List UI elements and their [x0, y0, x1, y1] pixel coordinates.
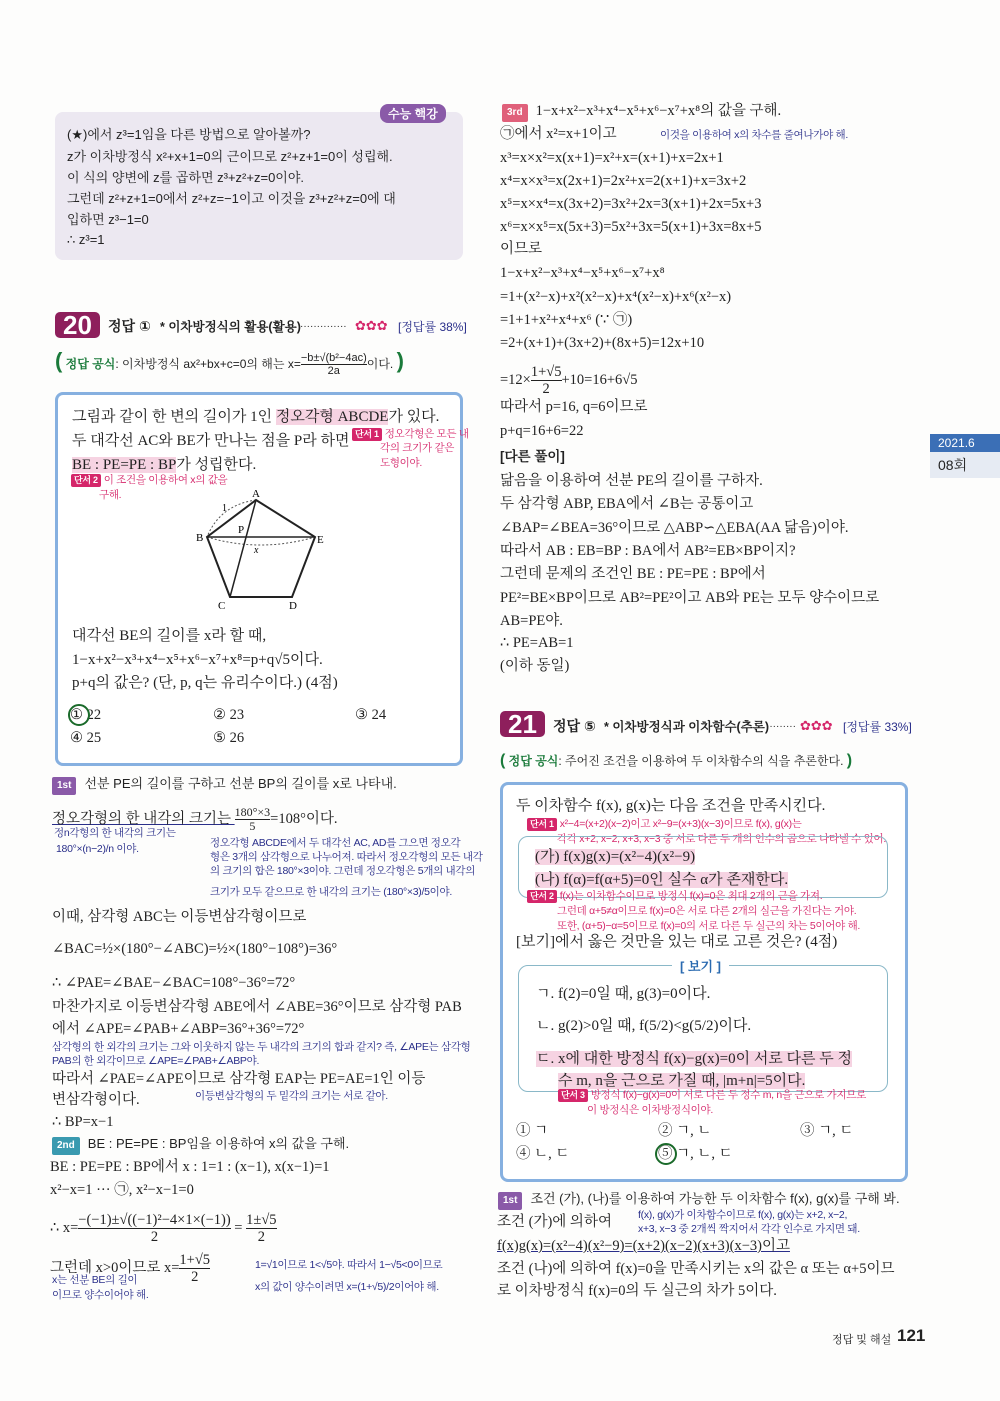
problem-line: BE : PE=PE : BP가 성립한다. — [72, 457, 257, 473]
alt-line: AB=PE야. — [500, 613, 563, 629]
label-b: B — [196, 532, 204, 544]
formula-num: −b±√(b²−4ac) — [300, 352, 367, 365]
solution-line: ∴ ∠PAE=∠BAE−∠BAC=108°−36°=72° — [52, 975, 296, 991]
footer-label: 정답 및 해설 — [832, 1334, 892, 1346]
solution-line: =1+1+x²+x⁴+x⁶ (∵ ㉠) — [500, 312, 633, 328]
tab-date: 2021.6 — [930, 434, 1000, 452]
label-c: C — [218, 600, 226, 612]
difficulty-stars: ✿✿✿ — [355, 318, 388, 333]
solution-line: x²−x=1 ··· ㉠, x²−x−1=0 — [50, 1182, 194, 1198]
label-e: E — [317, 534, 324, 546]
choice-4[interactable]: ④ 25 — [70, 730, 102, 746]
hint-1: 단서 1 정오각형은 모든 내 — [352, 428, 469, 441]
note: 정오각형 ABCDE에서 두 대각선 AC, AD를 그으면 정오각 — [210, 837, 461, 849]
topic: * 이차방정식과 이차함수(추론) — [604, 720, 770, 734]
solution-line: 조건 (나)에 의하여 f(x)=0을 만족시키는 x의 값은 α 또는 α+5이므 — [497, 1261, 895, 1277]
hint-1: 단서 1 x²−4=(x+2)(x−2)이고 x²−9=(x+3)(x−3)이므로 f(x), g(x)는 — [527, 818, 802, 831]
alt-line: 닮음을 이용하여 선분 PE의 길이를 구하자. — [500, 473, 763, 489]
alt-line: ∴ PE=AB=1 — [500, 635, 574, 651]
tip-line: 그런데 z²+z+1=0에서 z²+z=−1이고 이것을 z³+z²+z=0에 대 — [67, 191, 396, 206]
step-1: 1st 조건 (가), (나)를 이용하여 가능한 두 이차함수 f(x), g(x)를 구해 봐. — [498, 1190, 900, 1210]
hint-1-line: 각의 크기가 같은 — [380, 442, 455, 454]
problem-line: 두 대각선 AC와 BE가 만나는 점을 P라 하면 — [72, 433, 350, 449]
solution-line: 조건 (가)에 의하여 — [497, 1214, 612, 1230]
choice-2[interactable]: ② ㄱ, ㄴ — [658, 1123, 712, 1139]
formula-den: 2a — [327, 365, 340, 378]
step-1: 1st 선분 PE의 길이를 구하고 선분 BP의 길이를 x로 나타내. — [52, 775, 397, 795]
hint-2-line: 구해. — [99, 489, 122, 501]
solution-line: =1+(x²−x)+x²(x²−x)+x⁴(x²−x)+x⁶(x²−x) — [500, 289, 732, 305]
solution-line: ∴ BP=x−1 — [52, 1114, 114, 1130]
label-d: D — [289, 600, 297, 612]
tip-line: z가 이차방정식 x²+x+1=0의 근이므로 z²+z+1=0이 성립해. — [67, 149, 393, 164]
choice-5[interactable]: ⑤ 26 — [213, 730, 245, 746]
alt-line: PE²=BE×BP이므로 AB²=PE²이고 AB와 PE는 모두 양수이므로 — [500, 590, 880, 606]
hint-2: 단서 2 f(x)는 이차함수이므로 방정식 f(x)=0은 최대 2개의 근을 가져. — [527, 890, 822, 903]
tip-line: 이 식의 양변에 z를 곱하면 z³+z²+z=0이야. — [67, 170, 305, 185]
selected-circle — [655, 1143, 677, 1165]
note: 크기가 모두 같으므로 한 내각의 크기는 (180°×3)/5이야. — [210, 886, 452, 898]
note: 이므로 양수이어야 해. — [52, 1289, 149, 1301]
note: x+3, x−3 중 2개씩 짝지어서 각각 인수로 가지면 돼. — [638, 1223, 860, 1235]
condition-a: (가) f(x)g(x)=(x²−4)(x²−9) — [535, 849, 696, 865]
tab-round: 08회 — [930, 452, 1000, 478]
solution-line: 에서 ∠APE=∠PAB+∠ABP=36°+36°=72° — [52, 1021, 305, 1037]
solution-line: p+q=16+6=22 — [500, 423, 584, 439]
solution-line: x⁶=x×x⁵=x(5x+3)=5x²+3x=5(x+1)+3x=8x+5 — [500, 219, 762, 235]
step-2: 2nd BE : PE=PE : BP임을 이용하여 x의 값을 구해. — [52, 1135, 349, 1155]
correct-rate: [정답률 38%] — [398, 320, 467, 334]
note: 이등변삼각형의 두 밑각의 크기는 서로 같아. — [195, 1090, 388, 1102]
solution-line: 그런데 x>0이므로 x= $\frac{1+√5}{2}$ — [50, 1252, 211, 1285]
alt-line: ∠BAP=∠BEA=36°이므로 △ABP∽△EBA(AA 닮음)이야. — [500, 520, 849, 536]
hint-2: 단서 2 이 조건을 이용하여 x의 값을 — [71, 474, 227, 487]
solution-line: 정오각형의 한 내각의 크기는 $\frac{180^\circ\times 3}{5}$ =108°이다. — [52, 805, 338, 833]
solution-line: 이때, 삼각형 ABC는 이등변삼각형이므로 — [52, 909, 307, 925]
solution-line: x⁴=x×x³=x(2x+1)=2x²+x=2(x+1)+x=3x+2 — [500, 173, 747, 189]
label-side: 1 — [222, 503, 227, 514]
solution-line: f(x)g(x)=(x²−4)(x²−9)=(x+2)(x−2)(x+3)(x−3)이고 — [497, 1238, 790, 1254]
solution-line: x⁵=x×x⁴=x(3x+2)=3x²+2x=3(x+1)+2x=5x+3 — [500, 196, 762, 212]
solution-line: 1−x+x²−x³+x⁴−x⁵+x⁶−x⁷+x⁸ — [500, 265, 665, 281]
choice-5[interactable]: ⑤ ㄱ, ㄴ, ㄷ — [658, 1146, 733, 1162]
tip-line: (★)에서 z³=1임을 다른 방법으로 알아볼까? — [67, 127, 311, 142]
side-tab[interactable] — [930, 434, 1000, 482]
solution-line: ∠BAC=½×(180°−∠ABC)=½×(180°−108°)=36° — [52, 941, 338, 957]
formula-line: ( 정답 공식: 주어진 조건을 이용하여 두 이차함수의 식을 추론한다. ) — [500, 752, 853, 769]
choice-3[interactable]: ③ ㄱ, ㄷ — [800, 1123, 854, 1139]
solution-line: 따라서 p=16, q=6이므로 — [500, 399, 648, 415]
problem-line: 그림과 같이 한 변의 길이가 1인 정오각형 ABCDE가 있다. — [72, 409, 440, 425]
selected-circle — [68, 704, 90, 726]
hint-2-line: 또한, (α+5)−α=5이므로 f(x)=0의 서로 다른 두 실근의 차는 5이어야 해. — [557, 920, 861, 932]
question-text: [보기]에서 옳은 것만을 있는 대로 고른 것은? (4점) — [516, 934, 838, 950]
choice-1[interactable]: ① ㄱ — [516, 1123, 549, 1139]
bogi-item: ㄱ. f(2)=0일 때, g(3)=0이다. — [536, 986, 711, 1002]
alt-solution-title: [다른 풀이] — [500, 449, 565, 464]
question-number: 21 — [500, 711, 545, 737]
note: 정n각형의 한 내각의 크기는 — [54, 827, 176, 839]
formula-end: 이다. — [366, 357, 394, 371]
problem-intro: 두 이차함수 f(x), g(x)는 다음 조건을 만족시킨다. — [516, 798, 826, 814]
page-number: 121 — [897, 1326, 926, 1345]
bogi-item: 수 m, n을 근으로 가질 때, |m+n|=5이다. — [558, 1073, 806, 1089]
hint-3-line: 이 방정식은 이차방정식이야. — [587, 1104, 713, 1116]
problem-line: 1−x+x²−x³+x⁴−x⁵+x⁶−x⁷+x⁸=p+q√5이다. — [72, 652, 323, 668]
hint-2-line: 그런데 α+5≠α이므로 f(x)=0은 서로 다른 2개의 실근을 가진다는 거야. — [557, 905, 857, 917]
tip-line: ∴ z³=1 — [67, 232, 105, 247]
formula-label: 정답 공식 — [65, 357, 116, 371]
note: 이것을 이용하여 x의 차수를 줄여나가야 해. — [660, 129, 848, 141]
choice-3[interactable]: ③ 24 — [355, 707, 387, 723]
answer-label: 정답 ① — [108, 318, 151, 334]
problem-line: p+q의 값은? (단, p, q는 유리수이다.) (4점) — [72, 675, 338, 691]
formula-text: : 이차방정식 ax²+bx+c=0의 해는 x= — [115, 357, 301, 371]
solution-line: =2+(x+1)+(3x+2)+(8x+5)=12x+10 — [500, 335, 705, 351]
note: 삼각형의 한 외각의 크기는 그와 이웃하지 않는 두 내각의 크기의 합과 같지? 즉, ∠APE는 삼각형 — [52, 1041, 471, 1053]
note: 1=√1이므로 1<√5야. 따라서 1−√5<0이므로 — [255, 1259, 443, 1271]
problem-line: 대각선 BE의 길이를 x라 할 때, — [72, 628, 267, 644]
solution-line: ㉠에서 x²=x+1이고 — [500, 126, 617, 142]
question-number: 20 — [55, 312, 100, 338]
label-diag: x — [254, 545, 259, 556]
solution-line: 마찬가지로 이등변삼각형 ABE에서 ∠ABE=36°이므로 삼각형 PAB — [52, 999, 462, 1015]
correct-rate: [정답률 33%] — [843, 720, 912, 734]
tip-badge: 수능 핵강 — [380, 104, 446, 123]
solution-line: 이므로 — [500, 241, 543, 257]
note: f(x), g(x)가 이차함수이므로 f(x), g(x)는 x+2, x−2, — [638, 1209, 848, 1221]
note: 180°×(n−2)/n 이야. — [56, 843, 139, 855]
solution-line: 따라서 ∠PAE=∠APE이므로 삼각형 EAP는 PE=AE=1인 이등 — [52, 1071, 426, 1087]
note: x는 선분 BE의 길이 — [52, 1274, 138, 1286]
bogi-item: ㄷ. x에 대한 방정식 f(x)−g(x)=0이 서로 다른 두 정 — [536, 1051, 853, 1067]
bogi-label: [ 보기 ] — [672, 958, 729, 976]
choice-4[interactable]: ④ ㄴ, ㄷ — [516, 1146, 570, 1162]
pentagon-figure — [190, 485, 330, 615]
alt-line: 따라서 AB : EB=BP : BA에서 AB²=EB×BP이지? — [500, 543, 796, 559]
condition-b: (나) f(α)=f(α+5)=0인 실수 α가 존재한다. — [535, 872, 789, 888]
step-3: 3rd 1−x+x²−x³+x⁴−x⁵+x⁶−x⁷+x⁸의 값을 구해. — [502, 102, 781, 122]
note: PAB의 한 외각이므로 ∠APE=∠PAB+∠ABP야. — [52, 1055, 260, 1067]
hint-1-line: 도형이야. — [380, 457, 422, 469]
answer-label: 정답 ⑤ — [553, 718, 596, 734]
solution-line: 로 이차방정식 f(x)=0의 두 실근의 차가 5이다. — [497, 1283, 777, 1299]
note: 형은 3개의 삼각형으로 나누어져. 따라서 정오각형의 모든 내각 — [210, 851, 483, 863]
hint-1-line: 각각 x+2, x−2, x+3, x−3 중 서로 다른 두 개의 인수의 곱으로 나타낼 수 있어. — [557, 833, 886, 845]
difficulty-stars: ✿✿✿ — [800, 718, 833, 733]
alt-line: 그런데 문제의 조건인 BE : PE=PE : BP에서 — [500, 566, 766, 582]
alt-line: 두 삼각형 ABP, EBA에서 ∠B는 공통이고 — [500, 496, 754, 512]
tip-line: 입하면 z³−1=0 — [67, 212, 149, 227]
label-a: A — [252, 488, 260, 500]
bogi-item: ㄴ. g(2)>0일 때, f(5/2)<g(5/2)이다. — [536, 1018, 752, 1034]
solution-line: 변삼각형이다. — [52, 1092, 140, 1108]
label-p: P — [238, 524, 245, 536]
alt-line: (이하 동일) — [500, 658, 570, 674]
note: x의 값이 양수이려면 x=(1+√5)/2이어야 해. — [255, 1281, 439, 1293]
solution-line: x³=x×x²=x(x+1)=x²+x=(x+1)+x=2x+1 — [500, 150, 724, 166]
choice-2[interactable]: ② 23 — [213, 707, 245, 723]
formula-line: ( 정답 공식: 이차방정식 ax²+bx+c=0의 해는 x= $\frac{\text{−b±√(b²−4ac)}}{2a}$ 이다. ) — [55, 348, 404, 378]
hint-3: 단서 3 방정식 f(x)−g(x)=0이 서로 다른 두 정수 m, n을 근으로 가지므로 — [558, 1089, 866, 1102]
leader-dots: ········· — [766, 721, 796, 732]
leader-dots: ·············· — [300, 321, 347, 332]
solution-line: BE : PE=PE : BP에서 x : 1=1 : (x−1), x(x−1)=1 — [50, 1159, 330, 1175]
solution-line: =12× $\frac{1+√5}{2}$ +10=16+6√5 — [500, 364, 638, 397]
note: 의 크기의 합은 180°×3이야. 그런데 정오각형은 5개의 내각의 — [210, 865, 476, 877]
topic: * 이차방정식의 활용(활용) — [160, 320, 301, 334]
choice-1[interactable]: ① 22 — [70, 707, 102, 723]
solution-line: ∴ x= $\frac{\text{−(−1)±√((−1)²−4×1×(−1))}}{2}$ = $\frac{1\pm√5}{2}$ — [50, 1212, 277, 1245]
